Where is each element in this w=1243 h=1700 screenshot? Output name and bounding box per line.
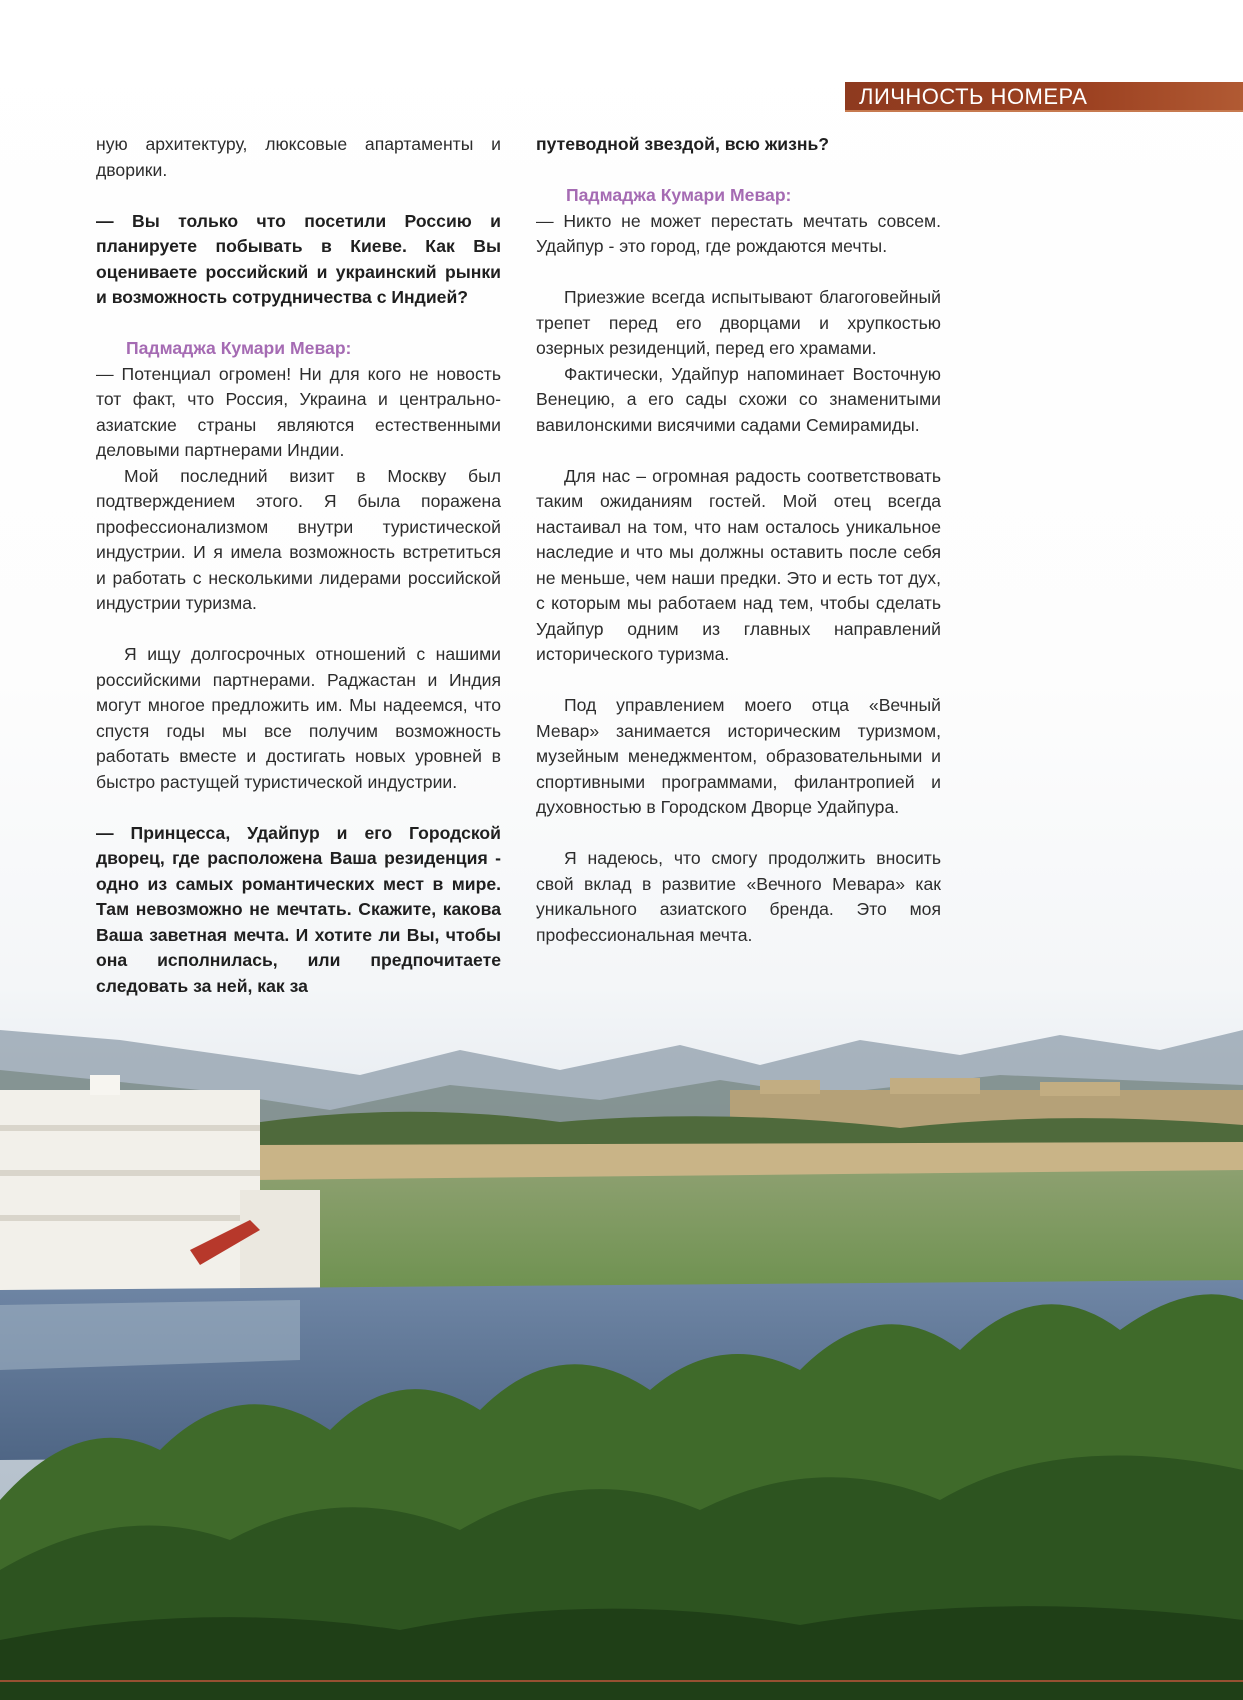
paragraph: Мой последний визит в Москву был подтверждением этого. Я была поражена профессионализмом внутри туристической индустрии. И я имела возможность встретиться и работать с несколькими лидерами российской индустрии туризма. <box>96 465 501 613</box>
footer-rule <box>0 1680 1243 1682</box>
question: — Принцесса, Удайпур и его Городской дворец, где расположена Ваша резиденция - одно из самых романтических мест в мире. Там невозможно не мечтать. Скажите, какова Ваша заветная мечта. И хотите ли Вы, чтобы она исполнилась, или предпочитаете следовать за ней, как за <box>96 822 501 996</box>
udaipur-lake-photo <box>0 1030 1243 1700</box>
section-label: ЛИЧНОСТЬ НОМЕРА <box>845 82 1243 112</box>
paragraph: Для нас – огромная радость соответствовать таким ожиданиям гостей. Мой отец всегда настаивал на том, что нам осталось уникальное наследие и что мы должны оставить после себя не меньше, чем наши предки. Это и есть тот дух, с которым мы работаем над тем, чтобы сделать Удайпур одним из главных направлений исторического туризма. <box>536 465 941 664</box>
right-column <box>536 132 941 948</box>
paragraph: Фактически, Удайпур напоминает Восточную Венецию, а его сады схожи со знаменитыми вавилонскими висячими садами Семирамиды. <box>536 363 941 435</box>
left-column <box>96 132 501 999</box>
question: — Вы только что посетили Россию и планируете побывать в Киеве. Как Вы оцениваете российский и украинский рынки и возможность сотрудничества с Индией? <box>96 210 501 307</box>
paragraph: Под управлением моего отца «Вечный Мевар» занимается историческим туризмом, музейным менеджментом, образовательными и спортивными программами, филантропией и духовностью в Городском Дворце Удайпура. <box>536 695 941 817</box>
paragraph: ную архитектуру, люксовые апартаменты и дворики. <box>96 134 501 180</box>
photo-illustration <box>0 1030 1243 1700</box>
paragraph: Я надеюсь, что смогу продолжить вносить свой вклад в развитие «Вечного Мевара» как уникального азиатского бренда. Это моя профессиональная мечта. <box>536 848 941 945</box>
speaker-name: Падмаджа Кумари Мевар: <box>566 185 792 205</box>
paragraph: — Потенциал огромен! Ни для кого не новость тот факт, что Россия, Украина и центрально-азиатские страны являются естественными деловыми партнерами Индии. <box>96 363 501 460</box>
speaker-name: Падмаджа Кумари Мевар: <box>126 338 352 358</box>
paragraph: — Никто не может перестать мечтать совсем. Удайпур - это город, где рождаются мечты. <box>536 210 941 256</box>
paragraph: Приезжие всегда испытывают благоговейный трепет перед его дворцами и хрупкостью озерных резиденций, перед его храмами. <box>536 287 941 358</box>
paragraph: Я ищу долгосрочных отношений с нашими российскими партнерами. Раджастан и Индия могут многое предложить им. Мы надеемся, что спустя годы мы все получим возможность работать вместе и достигать новых уровней в быстро растущей туристической индустрии. <box>96 644 501 792</box>
question-continued: путеводной звездой, всю жизнь? <box>536 134 830 154</box>
